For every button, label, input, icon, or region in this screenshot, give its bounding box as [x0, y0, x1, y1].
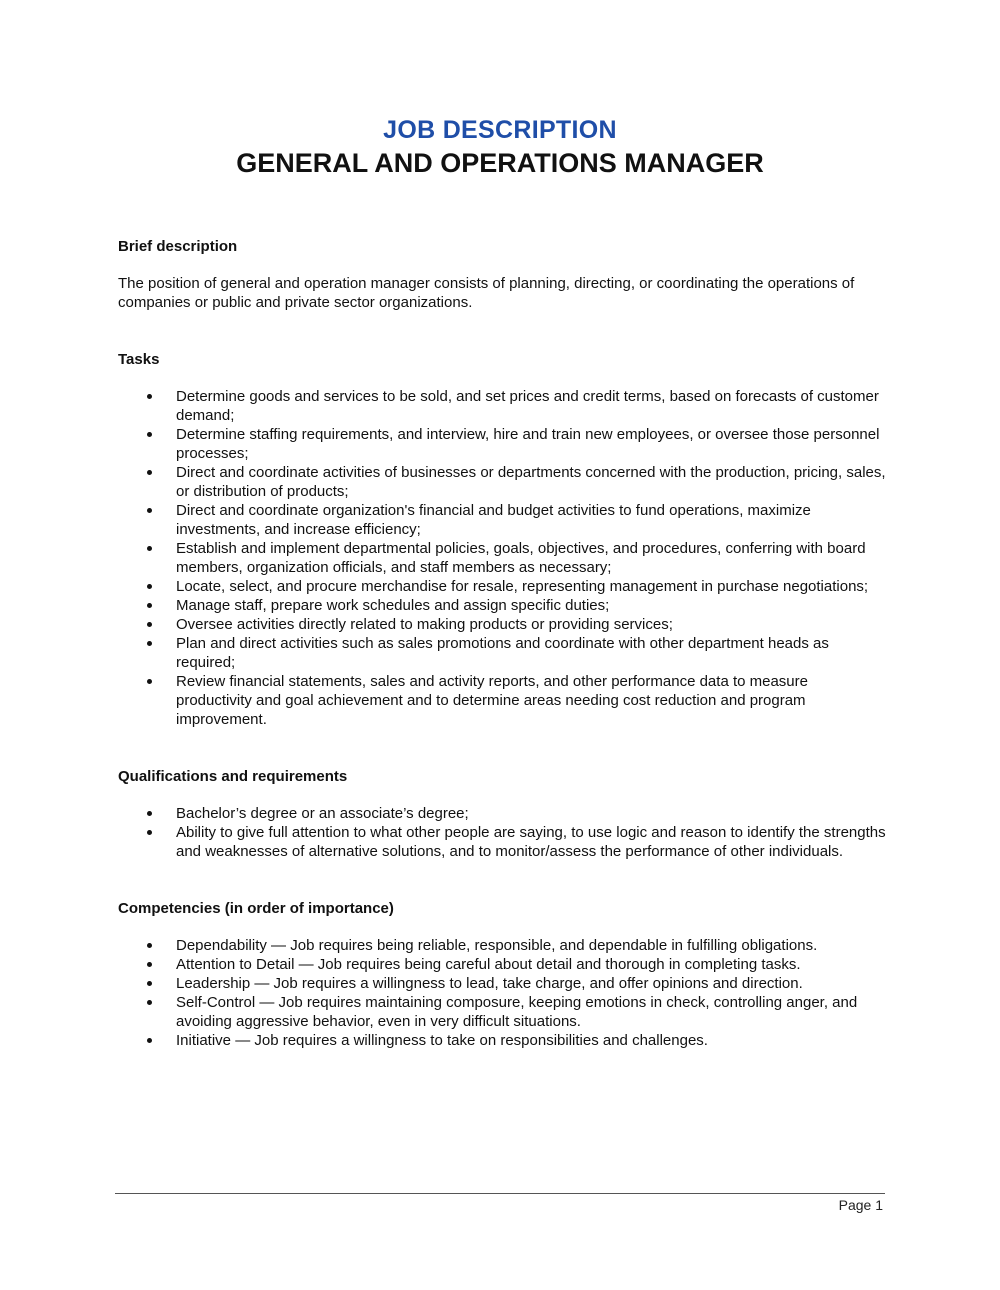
job-title: GENERAL AND OPERATIONS MANAGER [236, 148, 764, 178]
list-item [176, 1031, 888, 1050]
bullet-icon [147, 432, 152, 437]
competencies-list [118, 936, 888, 1050]
task-text: Plan and direct activities such as sales promotions and coordinate with other department heads as required; [176, 635, 829, 671]
task-text: Direct and coordinate organization's financial and budget activities to fund operations, maximize investments, and increase efficiency; [176, 502, 811, 538]
bullet-icon [147, 962, 152, 967]
competencies-heading: Competencies (in order of importance) [118, 900, 394, 917]
list-item [176, 955, 888, 974]
list-item [176, 501, 888, 539]
competency-text: Self-Control — Job requires maintaining composure, keeping emotions in check, controlling anger, and avoiding aggressive behavior, even in very difficult situations. [176, 994, 858, 1030]
bullet-icon [147, 546, 152, 551]
list-item [176, 672, 888, 729]
task-text: Locate, select, and procure merchandise for resale, representing management in purchase negotiations; [176, 578, 869, 595]
bullet-icon [147, 811, 152, 816]
bullet-icon [147, 641, 152, 646]
task-text: Review financial statements, sales and activity reports, and other performance data to measure productivity and goal achievement and to determine areas needing cost reduction and program improvement. [176, 673, 808, 728]
bullet-icon [147, 830, 152, 835]
list-item [176, 539, 888, 577]
list-item [176, 577, 888, 596]
bullet-icon [147, 584, 152, 589]
competencies-section [118, 899, 888, 1050]
qualifications-section [118, 767, 888, 861]
list-item [176, 804, 888, 823]
qualification-text: Bachelor’s degree or an associate’s degree; [176, 805, 469, 822]
list-item [176, 634, 888, 672]
tasks-section [118, 350, 888, 729]
bullet-icon [147, 943, 152, 948]
document-title: JOB DESCRIPTION [383, 116, 617, 144]
document-body [118, 237, 888, 1050]
list-item [176, 936, 888, 955]
footer-divider [115, 1193, 885, 1194]
task-text: Manage staff, prepare work schedules and assign specific duties; [176, 597, 610, 614]
list-item [176, 387, 888, 425]
list-item [176, 823, 888, 861]
bullet-icon [147, 1038, 152, 1043]
brief-description-heading: Brief description [118, 238, 238, 255]
task-text: Direct and coordinate activities of businesses or departments concerned with the production, pricing, sales, or distribution of products; [176, 464, 886, 500]
task-text: Establish and implement departmental policies, goals, objectives, and procedures, conferring with board members, organization officials, and staff members as necessary; [176, 540, 866, 576]
tasks-heading: Tasks [118, 351, 160, 368]
tasks-list [118, 387, 888, 729]
competency-text: Initiative — Job requires a willingness to take on responsibilities and challenges. [176, 1032, 708, 1049]
task-text: Determine goods and services to be sold, and set prices and credit terms, based on forecasts of customer demand; [176, 388, 879, 424]
bullet-icon [147, 394, 152, 399]
page-number: Page 1 [838, 1197, 883, 1213]
competency-text: Attention to Detail — Job requires being careful about detail and thorough in completing tasks. [176, 956, 801, 973]
bullet-icon [147, 470, 152, 475]
list-item [176, 463, 888, 501]
task-text: Determine staffing requirements, and interview, hire and train new employees, or oversee those personnel processes; [176, 426, 880, 462]
bullet-icon [147, 508, 152, 513]
qualifications-list [118, 804, 888, 861]
bullet-icon [147, 679, 152, 684]
list-item [176, 615, 888, 634]
competency-text: Dependability — Job requires being reliable, responsible, and dependable in fulfilling obligations. [176, 937, 818, 954]
bullet-icon [147, 603, 152, 608]
bullet-icon [147, 622, 152, 627]
list-item [176, 425, 888, 463]
task-text: Oversee activities directly related to making products or providing services; [176, 616, 673, 633]
bullet-icon [147, 981, 152, 986]
qualifications-heading: Qualifications and requirements [118, 768, 348, 785]
list-item [176, 596, 888, 615]
competency-text: Leadership — Job requires a willingness to lead, take charge, and offer opinions and direction. [176, 975, 803, 992]
list-item [176, 993, 888, 1031]
qualification-text: Ability to give full attention to what other people are saying, to use logic and reason to identify the strengths and weaknesses of alternative solutions, and to monitor/assess the performance of other individuals. [176, 824, 886, 860]
brief-description-text: The position of general and operation manager consists of planning, directing, or coordinating the operations of companies or public and private sector organizations. [118, 275, 855, 311]
brief-description-section [118, 237, 888, 312]
bullet-icon [147, 1000, 152, 1005]
list-item [176, 974, 888, 993]
